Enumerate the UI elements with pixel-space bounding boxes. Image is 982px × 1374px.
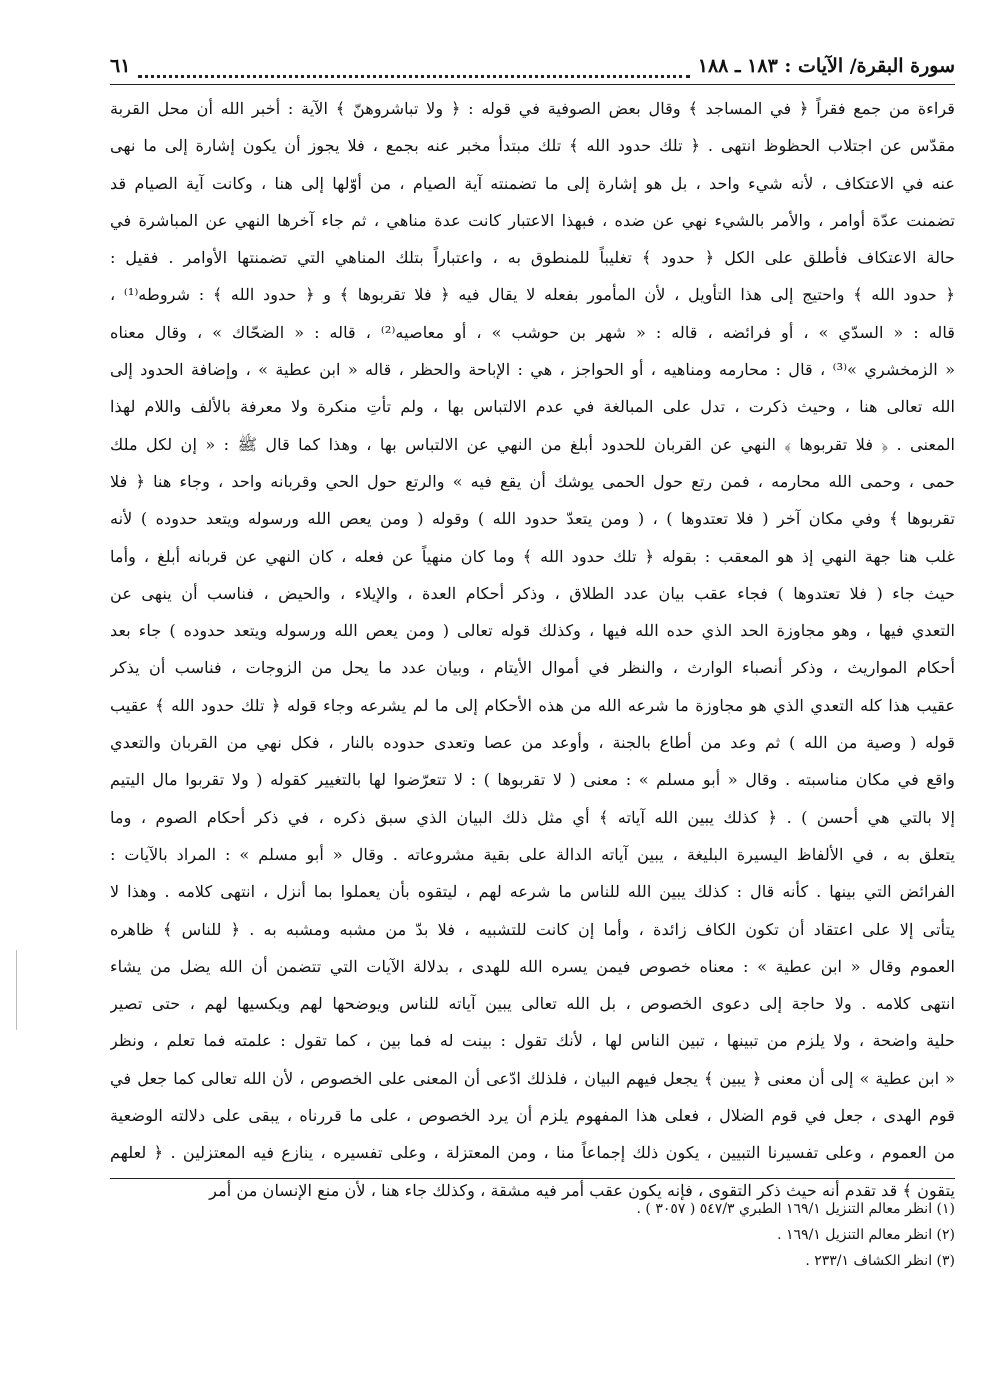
text-line: تضمنت عدّة أوامر ، والأمر بالشيء نهي عن ضده ، فبهذا الاعتبار كانت عدة مناهي ، ثم جاء آخرها النهي عن المباشرة في <box>110 210 955 230</box>
text-line: حيث جاء ( فلا تعتدوها ) فجاء عقب بيان عدد الطلاق ، وذكر أحكام العدة ، والإيلاء ، والحيض ، فناسب أن ينهى عن <box>110 583 955 603</box>
text-line: حلية واضحة ، ولا يلزم من تبينها ، تبين الناس لها ، لأنك تقول : بينت له فما بين ، كما تقول : علمته فما تعلم ، ونظر <box>110 1031 955 1051</box>
running-header <box>110 48 955 84</box>
text-line: العموم وقال « ابن عطية » : معناه خصوص فيمن يسره الله للهدى ، بدلالة الآيات التي تتضمن أن الله يضل من يشاء <box>110 956 955 976</box>
text-line: قراءة من جمع فقراً ﴿ في المساجد ﴾ وقال بعض الصوفية في قوله : ﴿ ولا تباشروهنّ ﴾ الآية : أخبر الله أن محل القربة <box>110 99 955 118</box>
text-line: « ابن عطية » إلى أن معنى ﴿ يبين ﴾ يجعل فيهم البيان ، فلذلك ادّعى أن المعنى على الخصوص ، لأن الله تعالى كما جعل في <box>110 1068 955 1088</box>
text-line: مقدّس عن اجتلاب الحظوظ انتهى . ﴿ تلك حدود الله ﴾ تلك مبتدأ مخبر عنه بجمع ، فلا يجوز أن يكون إشارة إلى ما نهى <box>110 136 955 156</box>
header-dot-leader <box>138 55 689 78</box>
text-line: غلب هنا جهة النهي إذ هو المعقب : بقوله ﴿ تلك حدود الله ﴾ وما كان منهياً عن فعله ، كان النهي عن قربانه أبلغ ، وأما <box>110 546 955 566</box>
text-line: الفرائض التي بينها . كأنه قال : كذلك يبين الله للناس ما شرعه لهم ، ليتقوه بأن يعملوا بما أنزل ، انتهى كلامه . وهذا لا <box>110 882 955 902</box>
scan-margin-mark <box>16 950 17 1030</box>
text-line: من العموم ، وعلى تفسيرنا التبيين ، يكون ذلك إجماعاً منا ، ومن المعتزلة ، وعلى تفسيره ، ينازع فيه المعتزلين . ﴿ لعلهم <box>110 1143 955 1163</box>
text-line: ﴿ حدود الله ﴾ واحتيج إلى هذا التأويل ، لأن المأمور بفعله لا يقال فيه ﴿ فلا تقربوها ﴾ و ﴿ حدود الله ﴾ : شروطه⁽¹⁾ ، <box>110 285 955 305</box>
text-line: حالة الاعتكاف فأطلق على الكل ﴿ حدود ﴾ تغليباً للمنطوق به ، واعتباراً بتلك المناهي التي تضمنتها الأوامر . فقيل : <box>110 248 955 268</box>
text-line: يتقون ﴾ قد تقدم أنه حيث ذكر التقوى ، فإنه يكون عقب أمر فيه مشقة ، وكذلك جاء هنا ، لأن منع الإنسان من أمر <box>209 1180 955 1200</box>
page-number: ٦١ <box>110 55 131 77</box>
text-line: حمى ، وحمى الله محارمه ، فمن رتع حول الحمى يوشك أن يقع فيه » والرتع حول الحي وقربانه واحد ، وجاء هنا ﴿ فلا <box>110 471 955 491</box>
footnote: (٢) انظر معالم التنزيل ١٦٩/١ . <box>777 1227 955 1243</box>
footnotes <box>110 1196 955 1274</box>
text-line: قوم الهدى ، جعل في قوم الضلال ، فعلى هذا المفهوم يلزم أن يرد الخصوص ، على ما قررناه ، يبقى على دلالته الوضعية <box>110 1106 955 1126</box>
text-line: إلا بالتي هي أحسن ) . ﴿ كذلك يبين الله آياته ﴾ أي مثل ذلك البيان الذي سبق ذكره ، في ذكر أحكام الصوم ، وما <box>110 807 955 827</box>
footnote: (٣) انظر الكشاف ٢٣٣/١ . <box>805 1253 955 1269</box>
footnote: (١) انظر معالم التنزيل ١٦٩/١ الطبري ٥٤٧/٣ ( ٣٠٥٧ ) . <box>636 1201 955 1217</box>
text-line: يتأتى إلا على اعتقاد أن تكون الكاف زائدة ، وأما إن كانت للتشبيه ، فلا بدّ من مشبه ومشبه به . ﴿ للناس ﴾ ظاهره <box>110 919 955 939</box>
text-line: يتعلق به ، في الألفاظ اليسيرة البليغة ، يبين آياته الدالة على بقية مشروعاته . وقال « أبو مسلم » : المراد بالآيات : <box>110 844 955 864</box>
footnote-rule <box>110 1178 955 1179</box>
text-line: قوله ( وصية من الله ) ثم وعد من أطاع بالجنة ، وأوعد من عصا وتعدى حدوده بالنار ، فكل نهي من القربان والتعدي <box>110 733 955 753</box>
text-line: انتهى كلامه . ولا حاجة إلى دعوى الخصوص ، بل الله تعالى يبين آياته للناس ويوضحها لهم ويكسيها لهم ، حتى تصير <box>110 994 955 1014</box>
text-line: قاله : « السدّي » ، أو فرائضه ، قاله : « شهر بن حوشب » ، أو معاصيه⁽²⁾ ، قاله : « الضحّاك » ، وقال معناه <box>110 322 955 342</box>
text-line: عقيب هذا كله التعدي الذي هو مجاوزة ما شرعه الله من هذه الأحكام إلى ما لم يشرعه وجاء قوله ﴿ تلك حدود الله ﴾ عقيب <box>110 695 955 715</box>
text-line: المعنى . ﴿ فلا تقربوها ﴾ النهي عن القربان للحدود أبلغ من النهي عن الالتباس بها ، وهذا كما قال ﷺ : « إن لكل ملك <box>110 434 955 454</box>
text-line: تقربوها ﴾ وفي مكان آخر ( فلا تعتدوها ) ، ( ومن يتعدّ حدود الله ) وقوله ( ومن يعص الله ورسوله ويتعد حدوده ) لأنه <box>110 509 955 529</box>
sura-title: سورة البقرة/ الآيات : ١٨٣ ـ ١٨٨ <box>697 55 955 77</box>
text-line: عنه في الاعتكاف ، لأنه شيء واحد ، بل هو إشارة إلى ما تضمنته آية الصيام ، من أوّلها إلى هنا ، وكانت آية الصيام قد <box>110 173 955 193</box>
text-line: أحكام المواريث ، وذكر أنصباء الوارث ، والنظر في أموال الأيتام ، وبيان عدد ما يحل من الزوجات ، فناسب أن يذكر <box>110 658 955 678</box>
header-rule <box>110 84 955 85</box>
text-line: التعدي فيها ، وهو مجاوزة الحد الذي حده الله فيها ، وكذلك قوله تعالى ( ومن يعص الله ورسوله ويتعد حدوده ) جاء بعد <box>110 621 955 641</box>
text-line: « الزمخشري »⁽³⁾ ، قال : محارمه ومناهيه ، أو الحواجز ، هي : الإباحة والحظر ، قاله « ابن عطية » ، وإضافة الحدود إلى <box>110 360 955 380</box>
text-line: واقع في مكان مناسبته . وقال « أبو مسلم » : معنى ( لا تقربوها ) : لا تتعرّضوا لها بالتغيير كقوله ( ولا تقربوا مال اليتيم <box>110 770 955 790</box>
text-line: الله تعالى هنا ، وحيث ذكرت ، تدل على المبالغة في عدم الالتباس بها ، ولم تأتِ منكرة ولا معرفة بالألف واللام لهذا <box>110 397 955 417</box>
body-text <box>110 90 955 1209</box>
